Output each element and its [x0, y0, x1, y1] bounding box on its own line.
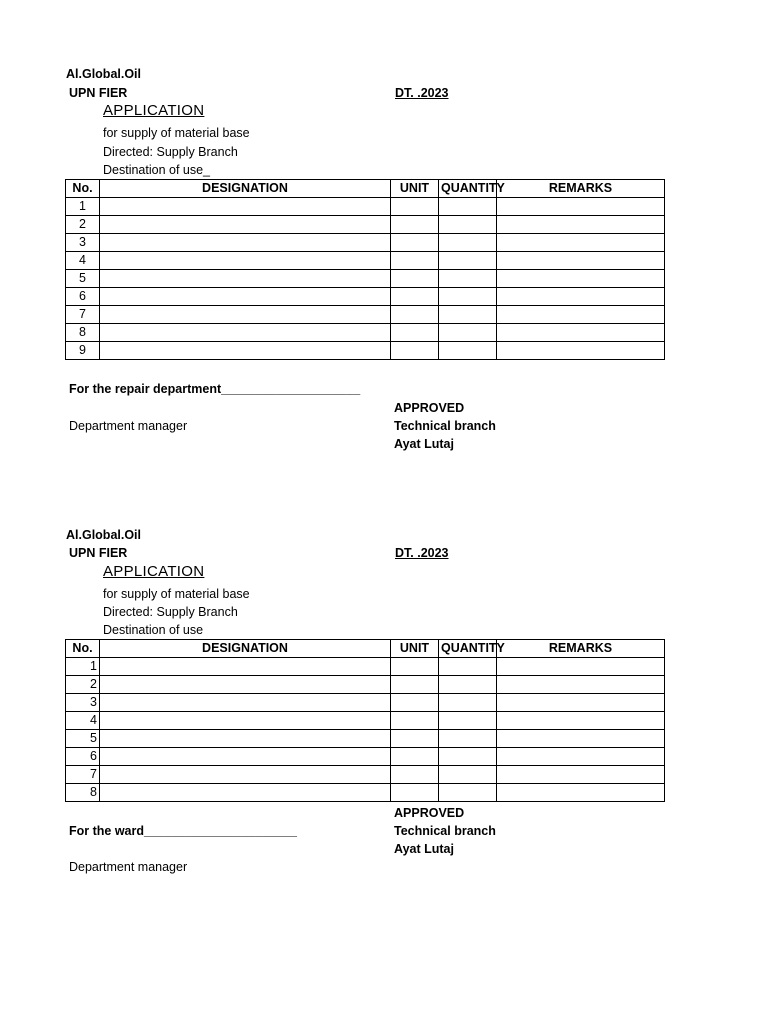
quantity-cell[interactable] [439, 766, 497, 784]
table-row [66, 306, 665, 324]
row-number: 6 [66, 748, 100, 766]
designation-cell[interactable] [100, 730, 391, 748]
destination-line: Destination of use_ [103, 163, 211, 177]
company-name: Al.Global.Oil [66, 528, 142, 542]
remarks-cell[interactable] [497, 712, 665, 730]
designation-cell[interactable] [100, 766, 391, 784]
table-row [66, 748, 665, 766]
directed-line: Directed: Supply Branch [103, 605, 238, 619]
table-row [66, 676, 665, 694]
date-label: DT. .2023 [395, 546, 449, 560]
designation-cell[interactable] [100, 676, 391, 694]
unit-cell[interactable] [391, 342, 439, 360]
quantity-cell[interactable] [439, 748, 497, 766]
remarks-cell[interactable] [497, 676, 665, 694]
quantity-cell[interactable] [439, 730, 497, 748]
column-header: No. [66, 180, 100, 198]
quantity-cell[interactable] [439, 306, 497, 324]
unit-cell[interactable] [391, 324, 439, 342]
upn-label: UPN FIER [69, 546, 128, 560]
upn-label: UPN FIER [69, 86, 128, 100]
row-number: 2 [66, 676, 100, 694]
column-header: QUANTITY [439, 640, 497, 658]
table-row [66, 784, 665, 802]
unit-cell[interactable] [391, 252, 439, 270]
designation-cell[interactable] [100, 658, 391, 676]
directed-line: Directed: Supply Branch [103, 145, 238, 159]
table-row [66, 270, 665, 288]
quantity-cell[interactable] [439, 288, 497, 306]
row-number: 4 [66, 252, 100, 270]
technical-branch-label: Technical branch [394, 419, 496, 433]
row-number: 1 [66, 198, 100, 216]
table-row [66, 694, 665, 712]
quantity-cell[interactable] [439, 712, 497, 730]
row-number: 8 [66, 324, 100, 342]
designation-cell[interactable] [100, 288, 391, 306]
remarks-cell[interactable] [497, 658, 665, 676]
page-title: APPLICATION [103, 102, 205, 119]
designation-cell[interactable] [100, 712, 391, 730]
column-header: REMARKS [497, 640, 665, 658]
unit-cell[interactable] [391, 766, 439, 784]
quantity-cell[interactable] [439, 694, 497, 712]
table-row [66, 288, 665, 306]
table-row [66, 658, 665, 676]
row-number: 5 [66, 270, 100, 288]
column-header: UNIT [391, 180, 439, 198]
signer-name: Ayat Lutaj [394, 437, 454, 451]
remarks-cell[interactable] [497, 198, 665, 216]
unit-cell[interactable] [391, 216, 439, 234]
column-header: No. [66, 640, 100, 658]
subtitle-line: for supply of material base [103, 587, 250, 601]
quantity-cell[interactable] [439, 676, 497, 694]
row-number: 8 [66, 784, 100, 802]
table-row [66, 342, 665, 360]
designation-cell[interactable] [100, 198, 391, 216]
remarks-cell[interactable] [497, 324, 665, 342]
unit-cell[interactable] [391, 306, 439, 324]
destination-line: Destination of use [103, 623, 204, 637]
remarks-cell[interactable] [497, 216, 665, 234]
row-number: 3 [66, 234, 100, 252]
unit-cell[interactable] [391, 676, 439, 694]
table-header-row [66, 640, 665, 658]
designation-cell[interactable] [100, 252, 391, 270]
column-header: QUANTITY [439, 180, 497, 198]
unit-cell[interactable] [391, 234, 439, 252]
subtitle-line: for supply of material base [103, 126, 250, 140]
designation-cell[interactable] [100, 342, 391, 360]
remarks-cell[interactable] [497, 748, 665, 766]
table-header-row [66, 180, 665, 198]
approved-label: APPROVED [394, 806, 465, 820]
designation-cell[interactable] [100, 234, 391, 252]
unit-cell[interactable] [391, 712, 439, 730]
quantity-cell[interactable] [439, 270, 497, 288]
designation-cell[interactable] [100, 784, 391, 802]
column-header: DESIGNATION [100, 180, 391, 198]
column-header: REMARKS [497, 180, 665, 198]
date-label: DT. .2023 [395, 86, 449, 100]
remarks-cell[interactable] [497, 784, 665, 802]
row-number: 7 [66, 766, 100, 784]
unit-cell[interactable] [391, 748, 439, 766]
quantity-cell[interactable] [439, 658, 497, 676]
designation-cell[interactable] [100, 306, 391, 324]
remarks-cell[interactable] [497, 694, 665, 712]
designation-cell[interactable] [100, 694, 391, 712]
row-number: 3 [66, 694, 100, 712]
approved-label: APPROVED [394, 401, 465, 415]
quantity-cell[interactable] [439, 342, 497, 360]
remarks-cell[interactable] [497, 766, 665, 784]
designation-cell[interactable] [100, 216, 391, 234]
table-row [66, 712, 665, 730]
signer-name: Ayat Lutaj [394, 842, 454, 856]
unit-cell[interactable] [391, 784, 439, 802]
remarks-cell[interactable] [497, 234, 665, 252]
quantity-cell[interactable] [439, 784, 497, 802]
table-row [66, 766, 665, 784]
company-name: Al.Global.Oil [66, 67, 142, 81]
table-row [66, 324, 665, 342]
designation-cell[interactable] [100, 324, 391, 342]
unit-cell[interactable] [391, 658, 439, 676]
table-row [66, 234, 665, 252]
table-row [66, 198, 665, 216]
items-table [65, 639, 665, 802]
remarks-cell[interactable] [497, 270, 665, 288]
row-number: 2 [66, 216, 100, 234]
page-title: APPLICATION [103, 563, 205, 580]
designation-cell[interactable] [100, 748, 391, 766]
remarks-cell[interactable] [497, 730, 665, 748]
unit-cell[interactable] [391, 694, 439, 712]
row-number: 4 [66, 712, 100, 730]
table-row [66, 216, 665, 234]
remarks-cell[interactable] [497, 288, 665, 306]
row-number: 5 [66, 730, 100, 748]
table-row [66, 730, 665, 748]
row-number: 9 [66, 342, 100, 360]
items-table [65, 179, 665, 360]
quantity-cell[interactable] [439, 252, 497, 270]
department-manager-label: Department manager [69, 419, 188, 433]
quantity-cell[interactable] [439, 234, 497, 252]
unit-cell[interactable] [391, 270, 439, 288]
row-number: 7 [66, 306, 100, 324]
quantity-cell[interactable] [439, 324, 497, 342]
column-header: UNIT [391, 640, 439, 658]
unit-cell[interactable] [391, 730, 439, 748]
unit-cell[interactable] [391, 288, 439, 306]
repair-department-line: For the repair department____________________ [69, 382, 361, 396]
unit-cell[interactable] [391, 198, 439, 216]
quantity-cell[interactable] [439, 198, 497, 216]
remarks-cell[interactable] [497, 306, 665, 324]
quantity-cell[interactable] [439, 216, 497, 234]
designation-cell[interactable] [100, 270, 391, 288]
table-row [66, 252, 665, 270]
technical-branch-label: Technical branch [394, 824, 496, 838]
row-number: 1 [66, 658, 100, 676]
department-manager-label: Department manager [69, 860, 188, 874]
remarks-cell[interactable] [497, 252, 665, 270]
column-header: DESIGNATION [100, 640, 391, 658]
row-number: 6 [66, 288, 100, 306]
remarks-cell[interactable] [497, 342, 665, 360]
ward-line: For the ward______________________ [69, 824, 297, 838]
